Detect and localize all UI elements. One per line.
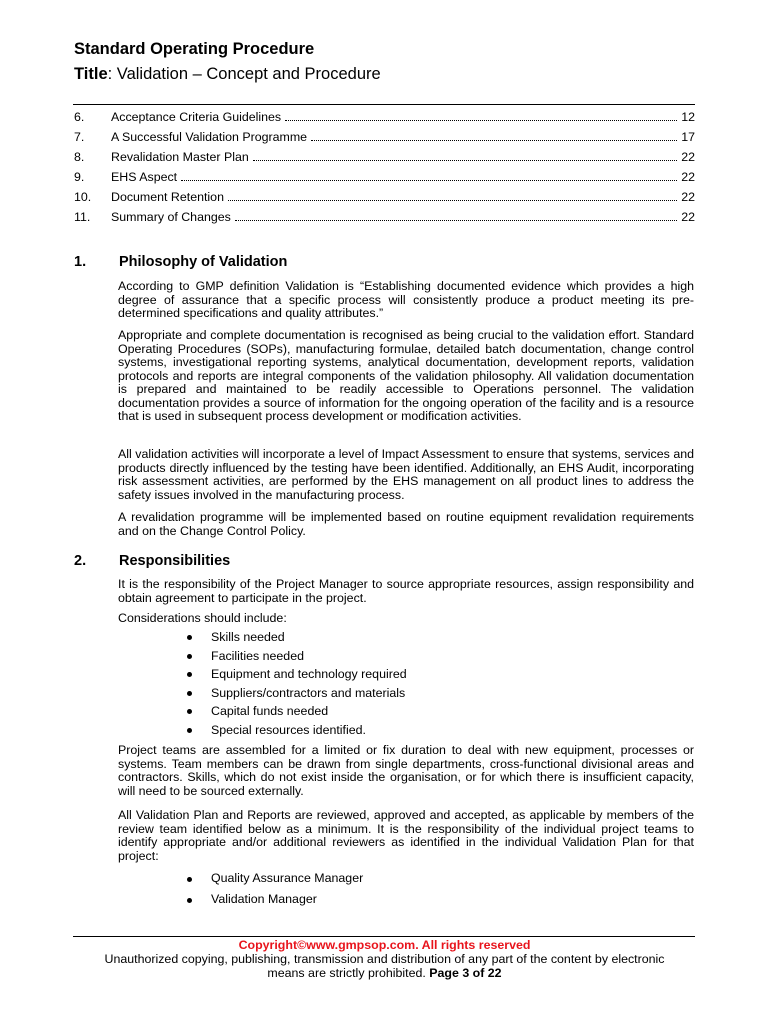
list-item [187, 647, 687, 666]
toc-label: EHS Aspect [111, 170, 178, 184]
bullet-icon [187, 728, 192, 733]
section-title: Responsibilities [119, 553, 231, 569]
paragraph: A revalidation programme will be implemented based on routine equipment revalidation requirements and on the Change Control Policy. [118, 510, 694, 538]
list-item-text: Quality Assurance Manager [211, 871, 364, 885]
paragraph: It is the responsibility of the Project Manager to source appropriate resources, assign responsibility and obtain agreement to participate in the project. [118, 577, 694, 605]
toc-page: 17 [681, 130, 695, 144]
toc-page: 12 [681, 110, 695, 124]
toc-entry[interactable] [74, 124, 695, 144]
toc-page: 22 [681, 210, 695, 224]
list-item [187, 721, 687, 740]
paragraph: Project teams are assembled for a limited or fix duration to deal with new equipment, processes or systems. Team members can be drawn from single departments, cross-functional divisional areas and contractors. Skills, which do not exist inside the organisation, or for which there is insufficient capacity, will need to be sourced externally. [118, 743, 694, 798]
footer-divider [73, 936, 695, 937]
toc-entry[interactable] [74, 144, 695, 164]
list-item [187, 702, 687, 721]
footer-disclaimer [74, 952, 695, 980]
list-item [187, 665, 687, 684]
disclaimer-text: means are strictly prohibited. [267, 966, 430, 980]
toc-entry[interactable] [74, 164, 695, 184]
toc-page: 22 [681, 190, 695, 204]
copyright-notice: Copyright©www.gmpsop.com. All rights reserved [238, 938, 531, 952]
page-number: Page 3 of 22 [429, 966, 502, 980]
bullet-icon [187, 709, 192, 714]
reviewers-list [187, 868, 687, 910]
toc-label: Document Retention [111, 190, 224, 204]
document-title [74, 65, 381, 84]
toc-entry[interactable] [74, 204, 695, 224]
list-item-text: Special resources identified. [211, 722, 366, 737]
toc-number: 10. [74, 190, 92, 204]
toc-number: 9. [74, 170, 85, 184]
toc-entry[interactable] [74, 104, 695, 124]
bullet-icon [187, 635, 192, 640]
toc-leader [253, 146, 677, 161]
toc-leader [228, 186, 677, 201]
section-1-heading [74, 254, 287, 270]
paragraph: Appropriate and complete documentation is recognised as being crucial to the validation effort. Standard Operating Procedures (SOPs), manufacturing formulae, detailed batch documentation, change control systems, investigational reporting systems, analytical documentation, development reports, validation protocols and reports are integral components of the validation philosophy. All validation documentation is prepared and maintained to be readily accessible to Operations personnel. The validation documentation provides a source of information for the ongoing operation of the facility and is a resource that is used in subsequent process development or modification activities. [118, 328, 694, 423]
list-item [187, 889, 687, 910]
table-of-contents [74, 104, 695, 224]
list-item [187, 868, 687, 889]
toc-number: 8. [74, 150, 85, 164]
list-item-text: Capital funds needed [211, 704, 329, 719]
toc-label: Summary of Changes [111, 210, 231, 224]
section-number: 2. [74, 553, 87, 569]
list-item-text: Skills needed [211, 630, 285, 644]
toc-leader [311, 126, 677, 141]
toc-label: A Successful Validation Programme [111, 130, 308, 144]
paragraph: All validation activities will incorporate a level of Impact Assessment to ensure that systems, services and products directly influenced by the testing have been identified. Additionally, an EHS Audit, incorporating risk assessment activities, are performed by the EHS management on all product lines to address the safety issues involved in the manufacturing process. [118, 447, 694, 502]
disclaimer-line: Unauthorized copying, publishing, transmission and distribution of any part of the content by electronic [104, 952, 665, 966]
toc-page: 22 [681, 170, 695, 184]
toc-page: 22 [681, 150, 695, 164]
toc-number: 7. [74, 130, 85, 144]
toc-number: 6. [74, 110, 85, 124]
paragraph: Considerations should include: [118, 611, 287, 625]
paragraph: All Validation Plan and Reports are reviewed, approved and accepted, as applicable by members of the review team identified below as a minimum. It is the responsibility of the individual project teams to identify appropriate and/or additional reviewers as identified in the individual Validation Plan for that project: [118, 808, 694, 863]
list-item-text: Suppliers/contractors and materials [211, 685, 406, 700]
bullet-icon [187, 654, 192, 659]
toc-leader [181, 166, 677, 181]
section-title: Philosophy of Validation [119, 254, 288, 270]
title-value: : Validation – Concept and Procedure [107, 65, 381, 83]
toc-label: Acceptance Criteria Guidelines [111, 110, 282, 124]
toc-label: Revalidation Master Plan [111, 150, 249, 164]
bullet-icon [187, 672, 192, 677]
list-item [187, 628, 687, 647]
section-number: 1. [74, 254, 87, 270]
toc-entry[interactable] [74, 184, 695, 204]
section-2-heading [74, 553, 230, 569]
toc-leader [285, 106, 677, 121]
toc-leader [235, 206, 677, 221]
list-item-text: Validation Manager [211, 892, 317, 906]
considerations-list [187, 628, 687, 740]
list-item [187, 684, 687, 703]
toc-number: 11. [74, 210, 91, 224]
bullet-icon [187, 691, 192, 696]
list-item-text: Equipment and technology required [211, 667, 407, 682]
bullet-icon [187, 877, 192, 882]
title-label: Title [74, 65, 108, 83]
paragraph: According to GMP definition Validation is “Establishing documented evidence which provides a high degree of assurance that a specific process will consistently produce a product meeting its pre-determined specifications and quality attributes.” [118, 279, 694, 320]
list-item-text: Facilities needed [211, 648, 304, 663]
bullet-icon [187, 898, 192, 903]
disclaimer-line-2 [74, 966, 695, 980]
document-type-heading: Standard Operating Procedure [74, 40, 315, 58]
